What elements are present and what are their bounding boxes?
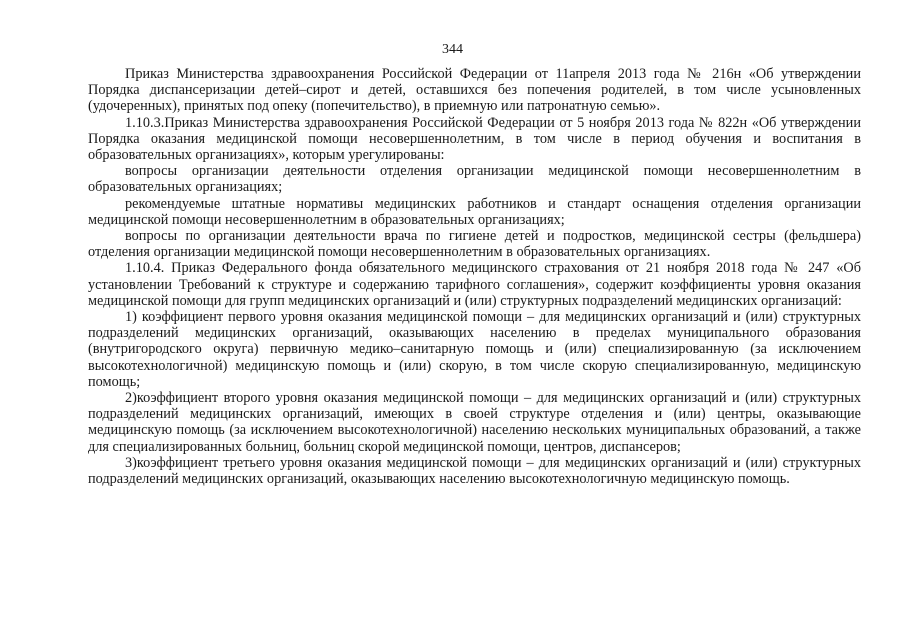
paragraph-level-3-coefficient: 3)коэффициент третьего уровня оказания медицинской помощи – для медицинских организаций и (или) структурных подразделений медицинских организаций, оказывающих населению высокотехнологичную медицинскую помощь. — [88, 454, 861, 488]
paragraph-staffing-norms: рекомендуемые штатные нормативы медицинских работников и стандарт оснащения отделения организации медицинской помощи несовершеннолетним в образовательных организациях; — [88, 195, 861, 228]
paragraph-order-216n: Приказ Министерства здравоохранения Российской Федерации от 11апреля 2013 года № 216н «Об утверждении Порядка диспансеризации детей–сирот и детей, оставшихся без попечения родителей, в том числе усыновленных (удочеренных), принятых под опеку (попечительство), в приемную или патронатную семью». — [88, 66, 861, 115]
page-number: 344 — [442, 42, 463, 57]
paragraph-1-10-3: 1.10.3.Приказ Министерства здравоохранения Российской Федерации от 5 ноября 2013 года № 822н «Об утверждении Порядка оказания медицинской помощи несовершеннолетним, в том числе в период обучения и воспитания в образовательных организациях», которым урегулированы: — [88, 114, 861, 164]
document-body — [88, 66, 861, 487]
paragraph-issue-organization: вопросы организации деятельности отделения организации медицинской помощи несовершеннолетним в образовательных организациях; — [88, 163, 861, 196]
paragraph-level-2-coefficient: 2)коэффициент второго уровня оказания медицинской помощи – для медицинских организаций и (или) структурных подразделений медицинских организаций, имеющих в своей структуре отделения и (или) центры, оказывающие медицинскую помощь (за исключением высокотехнологичной) населению нескольких муниципальных образований, а также для специализированных больниц, больниц скорой медицинской помощи, центров, диспансеров; — [88, 390, 861, 455]
paragraph-level-1-coefficient: 1) коэффициент первого уровня оказания медицинской помощи – для медицинских организаций и (или) структурных подразделений медицинских организаций, оказывающих населению в пределах муниципального образования (внутригородского округа) первичную медико–санитарную помощь и (или) специализированную (за исключением высокотехнологичной) медицинскую помощь и (или) скорую, в том числе скорую специализированную, медицинскую помощь; — [88, 309, 861, 390]
paragraph-physician-activity: вопросы по организации деятельности врача по гигиене детей и подростков, медицинской сестры (фельдшера) отделения организации медицинской помощи несовершеннолетним в образовательных организациях. — [88, 228, 861, 261]
paragraph-1-10-4: 1.10.4. Приказ Федерального фонда обязательного медицинского страхования от 21 ноября 2018 года № 247 «Об установлении Требований к структуре и содержанию тарифного соглашения», содержит коэффициенты уровня оказания медицинской помощи для групп медицинских организаций и (или) структурных подразделений медицинских организаций: — [88, 260, 861, 309]
